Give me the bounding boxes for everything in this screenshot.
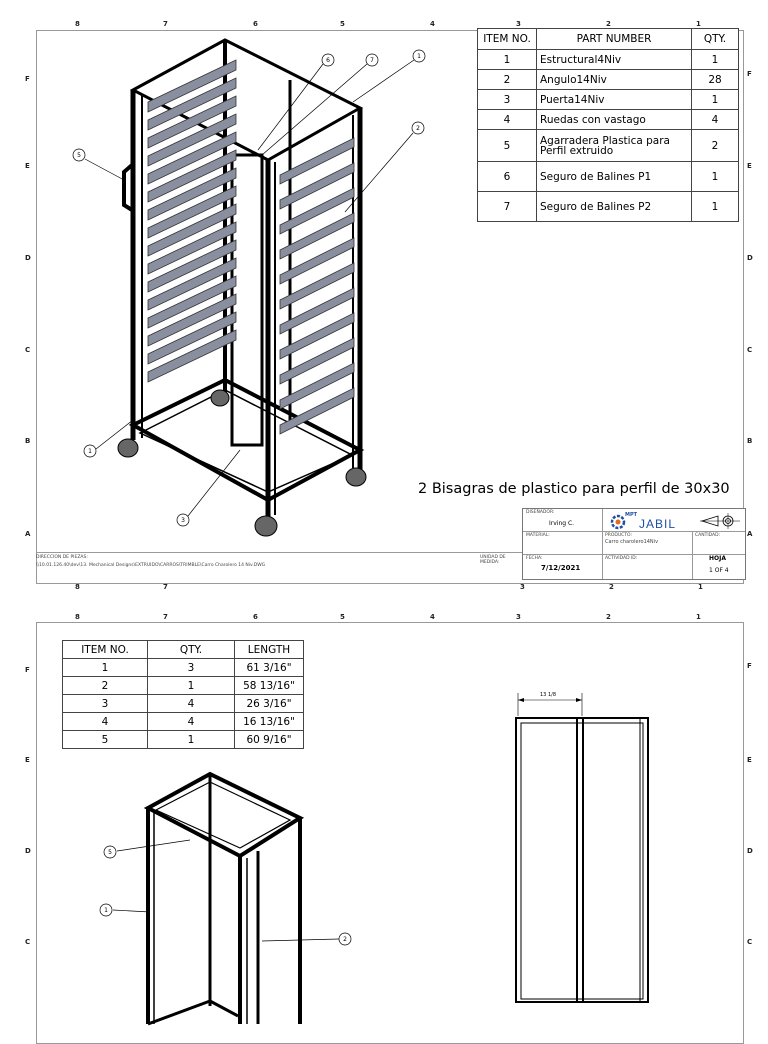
balloon-2: 2	[343, 936, 347, 943]
sheet-label: HOJA	[709, 555, 726, 562]
zone-row-A: A	[25, 530, 31, 538]
bom-item: 2	[478, 70, 537, 90]
zone-col-8: 8	[75, 613, 80, 621]
zone-col-8: 8	[75, 20, 80, 28]
logo-small-text: MPT	[625, 512, 638, 518]
zone-col-3: 3	[516, 613, 521, 621]
unit-label: UNIDAD DE MEDIDA:	[480, 555, 506, 565]
zone-col-6: 6	[253, 20, 258, 28]
drawing-sheet-2	[0, 596, 768, 1024]
cut-qty: 3	[148, 659, 235, 677]
path-strip	[36, 552, 522, 573]
zone-row-F-right: F	[747, 662, 752, 670]
sheet-value: 1 OF 4	[709, 567, 729, 574]
zone-col-3-bottom: 3	[520, 583, 525, 591]
bom-qty: 1	[692, 192, 739, 222]
width-dimension: 13 1/8	[540, 692, 556, 698]
bom-header-item: ITEM NO.	[478, 29, 537, 50]
designer-label: DISEÑADOR:	[526, 510, 555, 515]
zone-col-5: 5	[340, 613, 345, 621]
zone-col-4: 4	[430, 613, 435, 621]
balloon-7: 7	[370, 57, 374, 64]
zone-row-F-right: F	[747, 70, 752, 78]
bom-item: 3	[478, 90, 537, 110]
bom-item: 4	[478, 110, 537, 130]
bom-header-row	[478, 29, 739, 50]
cut-length: 58 13/16"	[235, 677, 304, 695]
zone-row-E-right: E	[747, 162, 752, 170]
cut-header-length: LENGTH	[235, 641, 304, 659]
logo-text: JABIL	[639, 517, 677, 531]
cut-header-qty: QTY.	[148, 641, 235, 659]
zone-row-E: E	[25, 162, 30, 170]
cut-item: 3	[63, 695, 148, 713]
material-label: MATERIAL:	[526, 533, 550, 538]
zone-col-3: 3	[516, 20, 521, 28]
bom-qty: 1	[692, 50, 739, 70]
cut-length: 61 3/16"	[235, 659, 304, 677]
zone-col-1: 1	[696, 20, 701, 28]
cut-header-item: ITEM NO.	[63, 641, 148, 659]
table-row	[478, 130, 739, 162]
hinge-note: 2 Bisagras de plastico para perfil de 30x30	[418, 481, 730, 497]
zone-row-E-right: E	[747, 756, 752, 764]
zone-col-2-bottom: 2	[609, 583, 614, 591]
quantity-label: CANTIDAD:	[695, 533, 721, 538]
bom-qty: 28	[692, 70, 739, 90]
zone-row-B: B	[25, 437, 31, 445]
title-block	[522, 508, 746, 580]
jabil-logo	[609, 513, 691, 531]
balloon-1-top: 1	[417, 53, 421, 60]
zone-row-B-right: B	[747, 437, 753, 445]
date-label: FECHA:	[526, 556, 543, 561]
bom-part: Estructural4Niv	[537, 50, 692, 70]
bom-header-qty: QTY.	[692, 29, 739, 50]
projection-symbol-icon	[700, 513, 740, 529]
path-value: \\10.01.126.40\dev\13. Mechanical Designs\EXTRUIDO\CARROS\TRIMBLE\Carro Charolero 14 Niv.DWG	[36, 563, 266, 568]
zone-col-2: 2	[606, 613, 611, 621]
zone-row-F: F	[25, 666, 30, 674]
table-row	[478, 192, 739, 222]
bom-qty: 1	[692, 90, 739, 110]
bom-item: 5	[478, 130, 537, 162]
zone-col-1-bottom: 1	[698, 583, 703, 591]
zone-row-D-right: D	[747, 254, 753, 262]
cut-item: 5	[63, 731, 148, 749]
date-value: 7/12/2021	[541, 564, 581, 572]
frame-front-view	[516, 693, 648, 1002]
zone-row-E: E	[25, 756, 30, 764]
bom-part: Seguro de Balines P2	[537, 192, 692, 222]
table-row	[478, 162, 739, 192]
zone-row-C: C	[25, 346, 31, 354]
zone-row-C-right: C	[747, 346, 753, 354]
path-label: DIRECCION DE PIEZAS:	[36, 555, 88, 560]
bom-item: 1	[478, 50, 537, 70]
balloon-5: 5	[108, 849, 112, 856]
balloon-5: 5	[77, 152, 81, 159]
cut-item: 2	[63, 677, 148, 695]
zone-col-7: 7	[163, 613, 168, 621]
table-row	[478, 110, 739, 130]
frame-isometric-view	[0, 596, 768, 1024]
balloon-1: 1	[104, 907, 108, 914]
zone-col-1: 1	[696, 613, 701, 621]
table-row	[478, 90, 739, 110]
bom-header-part: PART NUMBER	[537, 29, 692, 50]
bom-part: Puerta14Niv	[537, 90, 692, 110]
zone-col-5: 5	[340, 20, 345, 28]
caster-wheels	[118, 390, 366, 536]
bom-qty: 4	[692, 110, 739, 130]
zone-col-6: 6	[253, 613, 258, 621]
activity-label: ACTIVIDAD ID:	[605, 556, 638, 561]
balloon-1-bottom: 1	[88, 448, 92, 455]
bom-item: 7	[478, 192, 537, 222]
zone-col-7: 7	[163, 20, 168, 28]
bom-qty: 2	[692, 130, 739, 162]
zone-row-A-right: A	[747, 530, 753, 538]
bill-of-materials-table	[477, 28, 739, 222]
bom-part: Ruedas con vastago	[537, 110, 692, 130]
cut-length: 60 9/16"	[235, 731, 304, 749]
balloon-3: 3	[181, 517, 185, 524]
zone-row-C-right: C	[747, 938, 753, 946]
left-shelf-slides	[148, 60, 236, 382]
cut-item: 4	[63, 713, 148, 731]
bom-item: 6	[478, 162, 537, 192]
cut-qty: 1	[148, 731, 235, 749]
product-label: PRODUCTO:	[605, 533, 633, 538]
zone-row-D: D	[25, 847, 31, 855]
bom-part: Agarradera Plastica para Perfil extruido	[537, 130, 692, 162]
product-value: Carro charolero14Niv	[605, 539, 659, 545]
zone-row-D-right: D	[747, 847, 753, 855]
balloon-6: 6	[326, 57, 330, 64]
bom-part: Angulo14Niv	[537, 70, 692, 90]
zone-col-7-bottom: 7	[163, 583, 168, 591]
zone-row-F: F	[25, 75, 30, 83]
zone-col-4: 4	[430, 20, 435, 28]
cut-qty: 4	[148, 695, 235, 713]
balloon-2: 2	[416, 125, 420, 132]
designer-value: Irving C.	[549, 520, 575, 527]
cut-length: 16 13/16"	[235, 713, 304, 731]
cut-qty: 4	[148, 713, 235, 731]
zone-col-2: 2	[606, 20, 611, 28]
table-row	[478, 50, 739, 70]
zone-col-8-bottom: 8	[75, 583, 80, 591]
cut-item: 1	[63, 659, 148, 677]
zone-row-D: D	[25, 254, 31, 262]
bom-qty: 1	[692, 162, 739, 192]
cut-length: 26 3/16"	[235, 695, 304, 713]
table-row	[478, 70, 739, 90]
cut-qty: 1	[148, 677, 235, 695]
bom-part: Seguro de Balines P1	[537, 162, 692, 192]
zone-row-C: C	[25, 938, 31, 946]
